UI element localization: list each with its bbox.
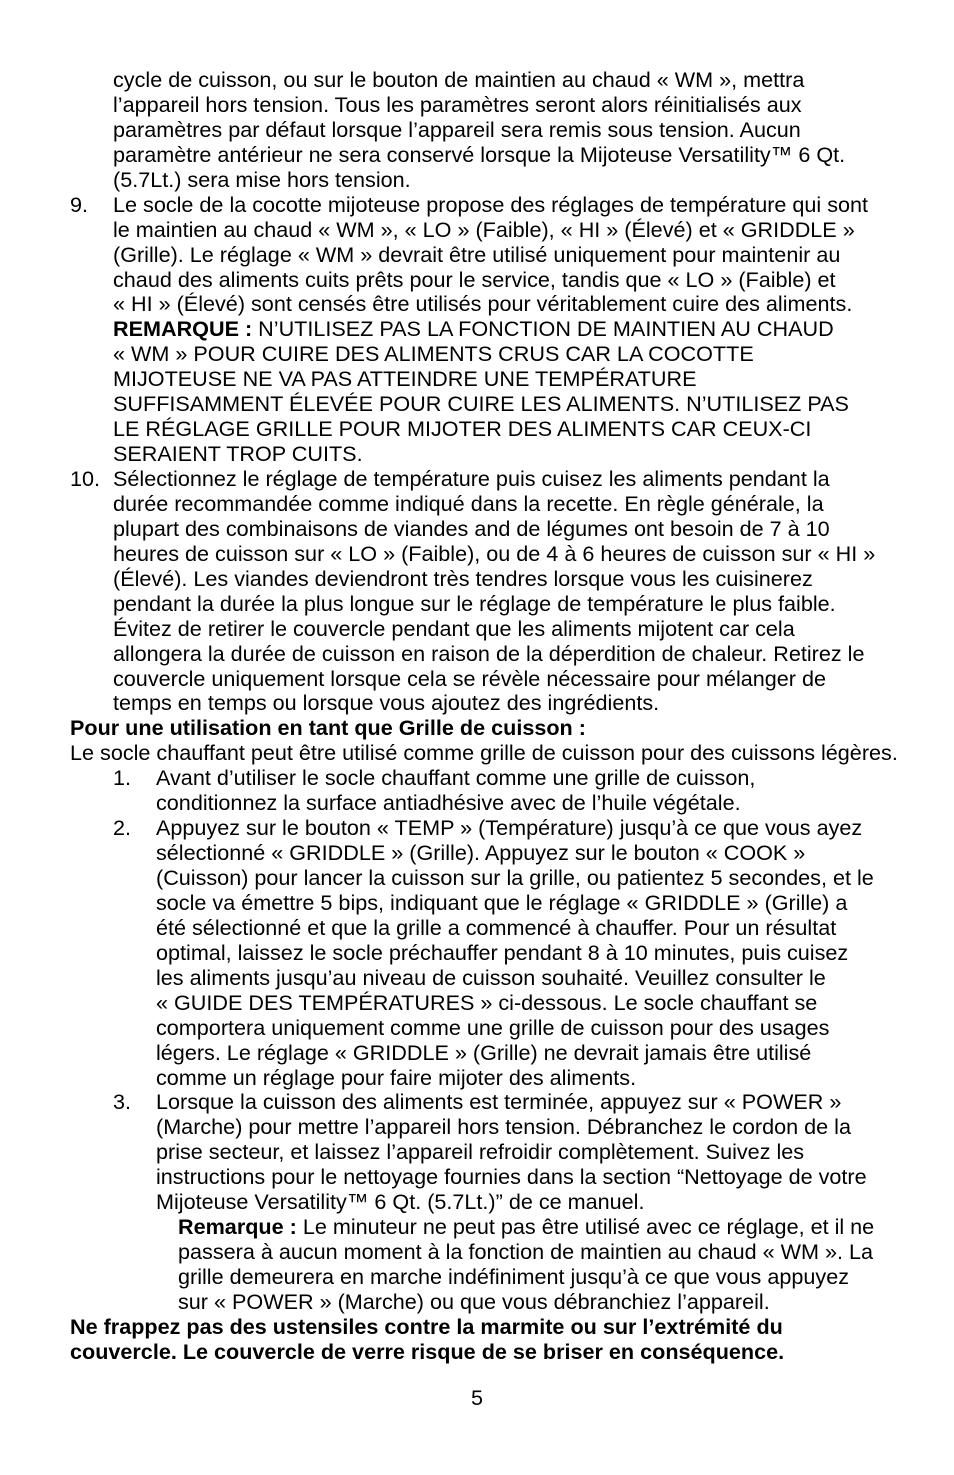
section-intro: Le socle chauffant peut être utilisé comme grille de cuisson pour des cuissons légères.	[70, 740, 898, 766]
page-number: 5	[470, 1385, 483, 1410]
note-label: REMARQUE :	[113, 316, 253, 342]
note-text: N’UTILISEZ PAS LA FONCTION DE MAINTIEN AU CHAUD	[258, 316, 834, 342]
text-line: Appuyez sur le bouton « TEMP » (Température) jusqu’à ce que vous ayez	[156, 815, 863, 841]
text-line: durée recommandée comme indiqué dans la recette. En règle générale, la	[113, 490, 824, 516]
text-line: Sélectionnez le réglage de température puis cuisez les aliments pendant la	[113, 466, 830, 491]
text-line: paramètre antérieur ne sera conservé lorsque la Mijoteuse Versatility™ 6 Qt.	[113, 141, 846, 167]
note-line	[0, 317, 954, 342]
text-line: été sélectionné et que la grille a commencé à chauffer. Pour un résultat	[156, 914, 837, 940]
text-line: les aliments jusqu’au niveau de cuisson souhaité. Veuillez consulter le	[156, 964, 826, 990]
text-line: socle va émettre 5 bips, indiquant que le réglage « GRIDDLE » (Grille) a	[156, 889, 848, 915]
step-number: 1.	[113, 765, 132, 791]
text-line: plupart des combinaisons de viandes and de légumes ont besoin de 7 à 10	[113, 515, 830, 541]
griddle-note	[0, 1215, 954, 1315]
text-line: Mijoteuse Versatility™ 6 Qt. (5.7Lt.)” de ce manuel.	[156, 1189, 645, 1215]
text-line: Avant d’utiliser le socle chauffant comme une grille de cuisson,	[156, 765, 756, 791]
text-line: heures de cuisson sur « LO » (Faible), ou de 4 à 6 heures de cuisson sur « HI »	[113, 540, 876, 566]
text-line: temps en temps ou lorsque vous ajoutez des ingrédients.	[113, 690, 660, 716]
text-line: l’appareil hors tension. Tous les paramètres seront alors réinitialisés aux	[113, 91, 802, 117]
warning-paragraph	[0, 1315, 954, 1365]
item-number: 10.	[70, 466, 101, 491]
note-line: grille demeurera en marche indéfiniment jusqu’à ce que vous appuyez	[178, 1264, 849, 1289]
note-line: LE RÉGLAGE GRILLE POUR MIJOTER DES ALIMENTS CAR CEUX-CI	[113, 416, 812, 442]
text-line: légers. Le réglage « GRIDDLE » (Grille) ne devrait jamais être utilisé	[156, 1039, 812, 1065]
text-line: (Cuisson) pour lancer la cuisson sur la grille, ou patientez 5 secondes, et le	[156, 865, 874, 890]
text-line: sélectionné « GRIDDLE » (Grille). Appuyez sur le bouton « COOK »	[156, 840, 806, 866]
text-line: (Élevé). Les viandes deviendront très tendres lorsque vous les cuisinerez	[113, 565, 813, 591]
text-line: paramètres par défaut lorsque l’appareil sera remis sous tension. Aucun	[113, 116, 801, 142]
note-line: SUFFISAMMENT ÉLEVÉE POUR CUIRE LES ALIMENTS. N’UTILISEZ PAS	[113, 391, 849, 417]
step-1	[0, 766, 954, 816]
warning-line: couvercle. Le couvercle de verre risque de se briser en conséquence.	[70, 1338, 785, 1364]
text-line: chaud des aliments cuits prêts pour le service, tandis que « LO » (Faible) et	[113, 266, 836, 292]
list-item-9	[0, 193, 954, 467]
text-line: comme un réglage pour faire mijoter des aliments.	[156, 1064, 637, 1090]
list-item-10	[0, 467, 954, 716]
text-line: Évitez de retirer le couvercle pendant que les aliments mijotent car cela	[113, 615, 795, 641]
text-line: conditionnez la surface antiadhésive avec de l’huile végétale.	[156, 790, 741, 816]
note-line: MIJOTEUSE NE VA PAS ATTEINDRE UNE TEMPÉRATURE	[113, 366, 697, 392]
text-line: Lorsque la cuisson des aliments est terminée, appuyez sur « POWER »	[156, 1089, 842, 1115]
note-line	[0, 1215, 954, 1240]
text-line: prise secteur, et laissez l’appareil refroidir complètement. Suivez les	[156, 1139, 805, 1165]
text-line: couvercle uniquement lorsque cela se révèle nécessaire pour mélanger de	[113, 665, 827, 691]
text-line: allongera la durée de cuisson en raison de la déperdition de chaleur. Retirez le	[113, 640, 865, 666]
text-line: comportera uniquement comme une grille de cuisson pour des usages	[156, 1014, 830, 1040]
text-line: (Grille). Le réglage « WM » devrait être utilisé uniquement pour maintenir au	[113, 241, 841, 267]
note-label: Remarque :	[178, 1214, 297, 1240]
step-number: 2.	[113, 815, 132, 841]
text-line: (Marche) pour mettre l’appareil hors tension. Débranchez le cordon de la	[156, 1114, 851, 1140]
text-line: Le socle de la cocotte mijoteuse propose des réglages de température qui sont	[113, 191, 869, 217]
text-line: cycle de cuisson, ou sur le bouton de maintien au chaud « WM », mettra	[113, 67, 805, 92]
text-line: pendant la durée la plus longue sur le réglage de température le plus faible.	[113, 590, 836, 616]
text-line: « GUIDE DES TEMPÉRATURES » ci-dessous. Le socle chauffant se	[156, 989, 818, 1015]
note-line: SERAIENT TROP CUITS.	[113, 441, 363, 467]
warning-line: Ne frappez pas des ustensiles contre la marmite ou sur l’extrémité du	[70, 1313, 783, 1339]
note-line: « WM » POUR CUIRE DES ALIMENTS CRUS CAR LA COCOTTE	[113, 341, 754, 367]
text-line: le maintien au chaud « WM », « LO » (Faible), « HI » (Élevé) et « GRIDDLE »	[113, 216, 855, 242]
continued-paragraph	[0, 68, 954, 193]
section-heading: Pour une utilisation en tant que Grille de cuisson :	[70, 715, 586, 741]
note-line: passera à aucun moment à la fonction de maintien au chaud « WM ». La	[178, 1239, 874, 1265]
note-line: sur « POWER » (Marche) ou que vous débranchiez l’appareil.	[178, 1288, 770, 1314]
item-number: 9.	[70, 191, 89, 217]
text-line: « HI » (Élevé) sont censés être utilisés pour véritablement cuire des aliments.	[113, 291, 853, 317]
text-line: optimal, laissez le socle préchauffer pendant 8 à 10 minutes, puis cuisez	[156, 939, 849, 965]
text-line: instructions pour le nettoyage fournies dans la section “Nettoyage de votre	[156, 1164, 867, 1190]
page-body	[0, 68, 954, 1365]
step-2	[0, 816, 954, 1090]
step-3	[0, 1090, 954, 1215]
step-number: 3.	[113, 1089, 132, 1115]
note-text: Le minuteur ne peut pas être utilisé avec ce réglage, et il ne	[302, 1214, 875, 1240]
text-line: (5.7Lt.) sera mise hors tension.	[113, 166, 411, 192]
